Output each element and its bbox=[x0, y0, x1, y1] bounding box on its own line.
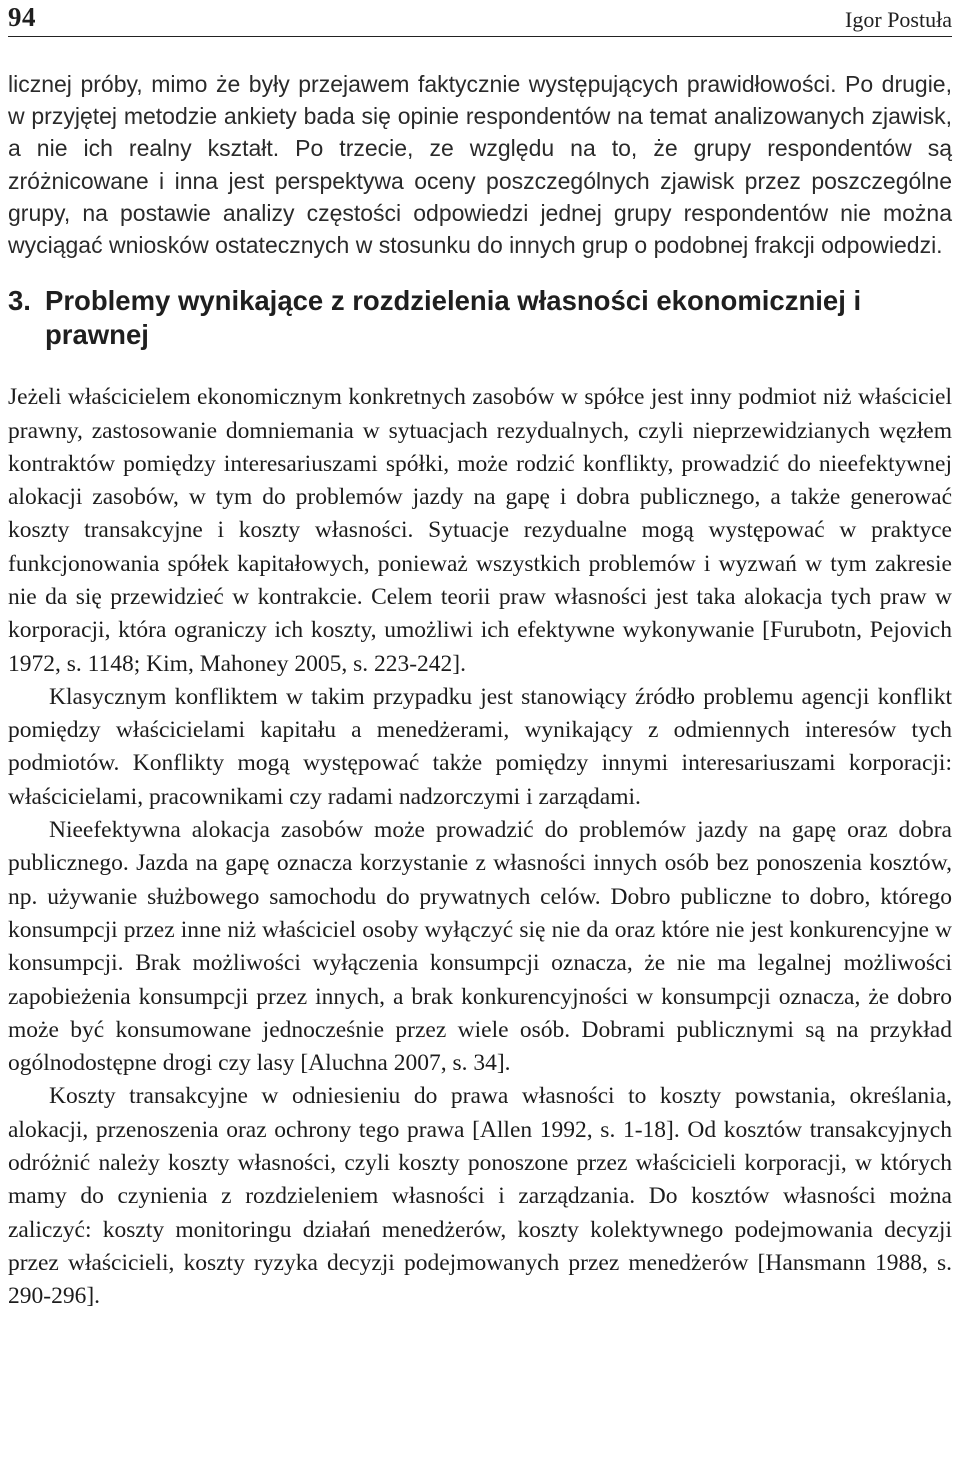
intro-paragraph: licznej próby, mimo że były przejawem faktycznie występujących prawidłowości. Po drugie, w przyjętej metodzie ankiety bada się opinie respondentów na temat analizowanych zjawisk, a nie ich realny kształt. Po trzecie, ze względu na to, że grupy respondentów są zróżnicowane i inna jest perspektywa oceny poszczególnych zjawisk przez poszczególne grupy, na postawie analizy częstości odpowiedzi jednej grupy respondentów nie można wyciągać wniosków ostatecznych w stosunku do innych grup o podobnej frakcji odpowiedzi. bbox=[8, 71, 952, 259]
body-paragraph: Jeżeli właścicielem ekonomicznym konkretnych zasobów w spółce jest inny podmiot niż właściciel prawny, zastosowanie domniemania w sytuacjach rezydualnych, czyli nieprzewidzianych węzłem kontraktów pomiędzy interesariuszami spółki, może rodzić konflikty, prowadzić do nieefektywnej alokacji zasobów, w tym do problemów jazdy na gapę i dobra publicznego, a także generować koszty transakcyjne i koszty własności. Sytuacje rezydualne mogą występować w praktyce funkcjonowania spółek kapitałowych, ponieważ wszystkich problemów i wyzwań w tym zakresie nie da się przewidzieć w kontrakcie. Celem teorii praw własności jest taka alokacja tych praw w korporacji, która ograniczy ich koszty, umożliwi ich efektywne wykonywanie [Furubotn, Pejovich 1972, s. 1148; Kim, Mahoney 2005, s. 223-242]. bbox=[8, 384, 952, 677]
body-paragraph: Klasycznym konfliktem w takim przypadku jest stanowiący źródło problemu agencji konflikt pomiędzy właścicielami kapitału a menedżerami, wynikający z odmiennych interesów tych podmiotów. Konflikty mogą występować także pomiędzy innymi interesariuszami korporacji: właścicielami, pracownikami czy radami nadzorczymi i zarządami. bbox=[8, 683, 952, 810]
page-content bbox=[8, 68, 952, 1314]
section-body bbox=[8, 381, 952, 1313]
page-number: 94 bbox=[8, 2, 36, 32]
section-heading bbox=[8, 284, 952, 352]
running-head-author: Igor Postuła bbox=[845, 7, 952, 32]
page-header bbox=[8, 0, 952, 37]
body-paragraph: Koszty transakcyjne w odniesieniu do prawa własności to koszty powstania, określania, alokacji, przenoszenia oraz ochrony tego prawa [Allen 1992, s. 1-18]. Od kosztów transakcyjnych odróżnić należy koszty własności, czyli koszty ponoszone przez właścicieli korporacji, w których mamy do czynienia z rozdzieleniem własności i zarządzania. Do kosztów własności można zaliczyć: koszty monitoringu działań menedżerów, koszty kolektywnego podejmowania decyzji przez właścicieli, koszty ryzyka decyzji podejmowanych przez menedżerów [Hansmann 1988, s. 290-296]. bbox=[8, 1083, 952, 1310]
body-paragraph: Nieefektywna alokacja zasobów może prowadzić do problemów jazdy na gapę oraz dobra publicznego. Jazda na gapę oznacza korzystanie z własności innych osób bez ponoszenia kosztów, np. używanie służbowego samochodu do prywatnych celów. Dobro publiczne to dobro, którego konsumpcji przez inne niż właściciel osoby wyłączyć się nie da oraz które nie jest konkurencyjne w konsumpcji. Brak możliwości wyłączenia konsumpcji oznacza, że nie ma legalnej możliwości zapobieżenia konsumpcji przez innych, a brak konkurencyjności w konsumpcji oznacza, że dobro może być konsumowane jednocześnie przez wiele osób. Dobrami publicznymi są na przykład ogólnodostępne drogi czy lasy [Aluchna 2007, s. 34]. bbox=[8, 817, 952, 1077]
section-number: 3. bbox=[8, 285, 31, 317]
section-title: Problemy wynikające z rozdzielenia własności ekonomiczniej i prawnej bbox=[45, 285, 862, 351]
